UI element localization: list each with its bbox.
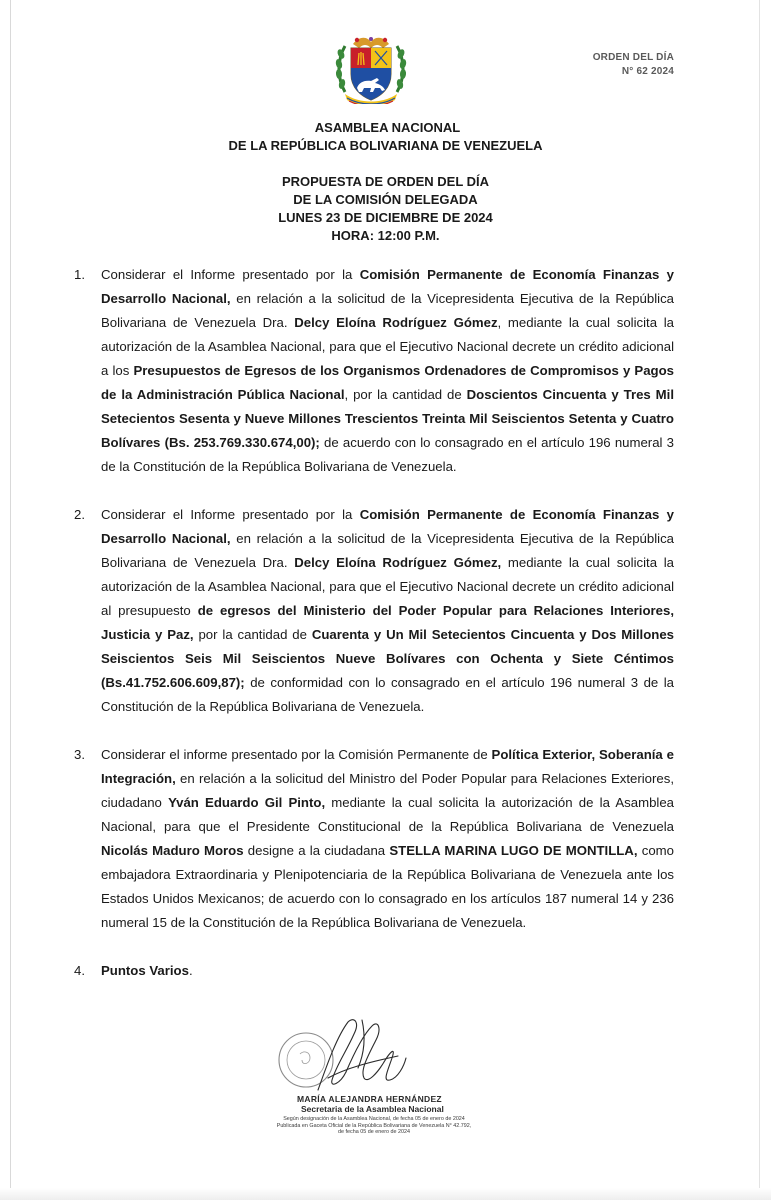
- agenda-item-4: [74, 959, 674, 983]
- agenda-item-number: 1.: [74, 267, 85, 282]
- item-3-bold-segment: Nicolás Maduro Moros: [101, 843, 244, 858]
- agenda-item-1: [74, 263, 674, 479]
- agenda-item-number: 2.: [74, 507, 85, 522]
- institution-country: DE LA REPÚBLICA BOLIVARIANA DE VENEZUELA: [228, 138, 543, 153]
- order-reference: [593, 51, 674, 79]
- item-1-text-segment: de acuerdo con lo consagrado en el artículo 196 numeral 3 de la Constitución de la República Bolivariana de Venezuela.: [101, 435, 674, 474]
- institution-heading: [0, 119, 771, 155]
- signature-graphic: [266, 1008, 416, 1108]
- agenda-item-text: [101, 267, 674, 474]
- item-4-bold-segment: Puntos Varios: [101, 963, 189, 978]
- item-1-bold-segment: Delcy Eloína Rodríguez Gómez: [294, 315, 498, 330]
- agenda-item-text: [101, 507, 674, 714]
- item-3-text-segment: en relación a la solicitud del Ministro del Poder Popular para Relaciones Exteriores, ciudadano: [101, 771, 674, 810]
- institution-name: ASAMBLEA NACIONAL: [314, 120, 461, 135]
- order-label: ORDEN DEL DÍA: [592, 52, 674, 63]
- agenda-item-text: [101, 747, 674, 930]
- designation-note: [244, 1116, 504, 1136]
- item-3-text-segment: mediante la cual solicita la autorización de la Asamblea Nacional, para que el Presidente Constitucional de la República Bolivariana de Venezuela: [101, 795, 675, 834]
- page-bottom-shadow: [0, 1188, 771, 1200]
- signatory-title: Secretaria de la Asamblea Nacional: [301, 1104, 444, 1114]
- item-2-bold-segment: Cuarenta y Un Mil Setecientos Cincuenta y Dos Millones Seiscientos Seis Mil Seiscientos Nueve Bolívares con Ochenta y Siete Céntimos (Bs.41.752.606.609,87);: [101, 627, 674, 690]
- item-1-bold-segment: Doscientos Cincuenta y Tres Mil Setecientos Sesenta y Nueve Millones Trescientos Treinta Mil Seiscientos Setenta y Cuatro Bolívares (Bs. 253.769.330.674,00);: [101, 387, 674, 450]
- agenda-item-text: [101, 963, 193, 978]
- item-3-text-segment: como embajadora Extraordinaria y Plenipotenciaria de la República Bolivariana de Venezuela ante los Estados Unidos Mexicanos; de acuerdo con lo consagrado en los artículos 187 numeral 14 y 236 numeral 15 de la Constitución de la República Bolivariana de Venezuela.: [101, 843, 674, 930]
- designation-note-line: Publicada en Gaceta Oficial de la República Bolivariana de Venezuela N° 42.792,: [276, 1122, 472, 1129]
- item-2-bold-segment: Comisión Permanente de Economía Finanzas y Desarrollo Nacional,: [101, 507, 675, 546]
- item-2-bold-segment: de egresos del Ministerio del Poder Popular para Relaciones Interiores, Justicia y Paz,: [101, 603, 674, 642]
- agenda-date: LUNES 23 DE DICIEMBRE DE 2024: [278, 210, 493, 225]
- item-3-bold-segment: Yván Eduardo Gil Pinto,: [168, 795, 326, 810]
- agenda-item-3: [74, 743, 674, 935]
- item-3-text-segment: designe a la ciudadana: [243, 843, 390, 858]
- item-2-bold-segment: Delcy Eloína Rodríguez Gómez,: [294, 555, 502, 570]
- item-2-text-segment: Considerar el Informe presentado por la: [101, 507, 360, 522]
- agenda-time: HORA: 12:00 P.M.: [331, 228, 440, 243]
- agenda-heading: [0, 173, 771, 245]
- designation-note-line: de fecha 05 de enero de 2024: [338, 1129, 410, 1136]
- item-1-bold-segment: Comisión Permanente de Economía Finanzas y Desarrollo Nacional,: [101, 267, 675, 306]
- item-3-bold-segment: Política Exterior, Soberanía e Integración,: [101, 747, 674, 786]
- agenda-item-number: 4.: [74, 963, 85, 978]
- agenda-body: DE LA COMISIÓN DELEGADA: [293, 192, 478, 207]
- item-2-text-segment: mediante la cual solicita la autorización de la Asamblea Nacional, para que el Ejecutivo Nacional decrete un crédito adicional al presupuesto: [101, 555, 674, 618]
- item-1-text-segment: , por la cantidad de: [344, 387, 467, 402]
- item-1-text-segment: Considerar el Informe presentado por la: [101, 267, 360, 282]
- coat-of-arms-icon: [331, 34, 411, 104]
- item-4-text-segment: .: [188, 963, 193, 978]
- item-2-text-segment: de conformidad con lo consagrado en el artículo 196 numeral 3 de la Constitución de la República Bolivariana de Venezuela.: [101, 675, 674, 714]
- signatory-name: MARÍA ALEJANDRA HERNÁNDEZ: [297, 1094, 442, 1104]
- agenda-title: PROPUESTA DE ORDEN DEL DÍA: [281, 174, 490, 189]
- item-1-bold-segment: Presupuestos de Egresos de los Organismos Ordenadores de Compromisos y Pagos de la Administración Pública Nacional: [101, 363, 674, 402]
- item-1-text-segment: , mediante la cual solicita la autorización de la Asamblea Nacional, para que el Ejecutivo Nacional decrete un crédito adicional a los: [101, 315, 675, 378]
- agenda-item-2: [74, 503, 674, 719]
- designation-note-line: Según designación de la Asamblea Nacional, de fecha 05 de enero de 2024: [283, 1116, 465, 1122]
- item-3-text-segment: Considerar el informe presentado por la Comisión Permanente de: [101, 747, 492, 762]
- order-number: N° 62 2024: [621, 66, 674, 77]
- item-2-text-segment: en relación a la solicitud de la Vicepresidenta Ejecutiva de la República Bolivariana de Venezuela Dra.: [101, 531, 674, 570]
- item-1-text-segment: en relación a la solicitud de la Vicepresidenta Ejecutiva de la República Bolivariana de Venezuela Dra.: [101, 291, 674, 330]
- item-3-bold-segment: STELLA MARINA LUGO DE MONTILLA,: [389, 843, 638, 858]
- item-2-text-segment: por la cantidad de: [193, 627, 312, 642]
- agenda-items-list: [74, 263, 674, 983]
- agenda-item-number: 3.: [74, 747, 85, 762]
